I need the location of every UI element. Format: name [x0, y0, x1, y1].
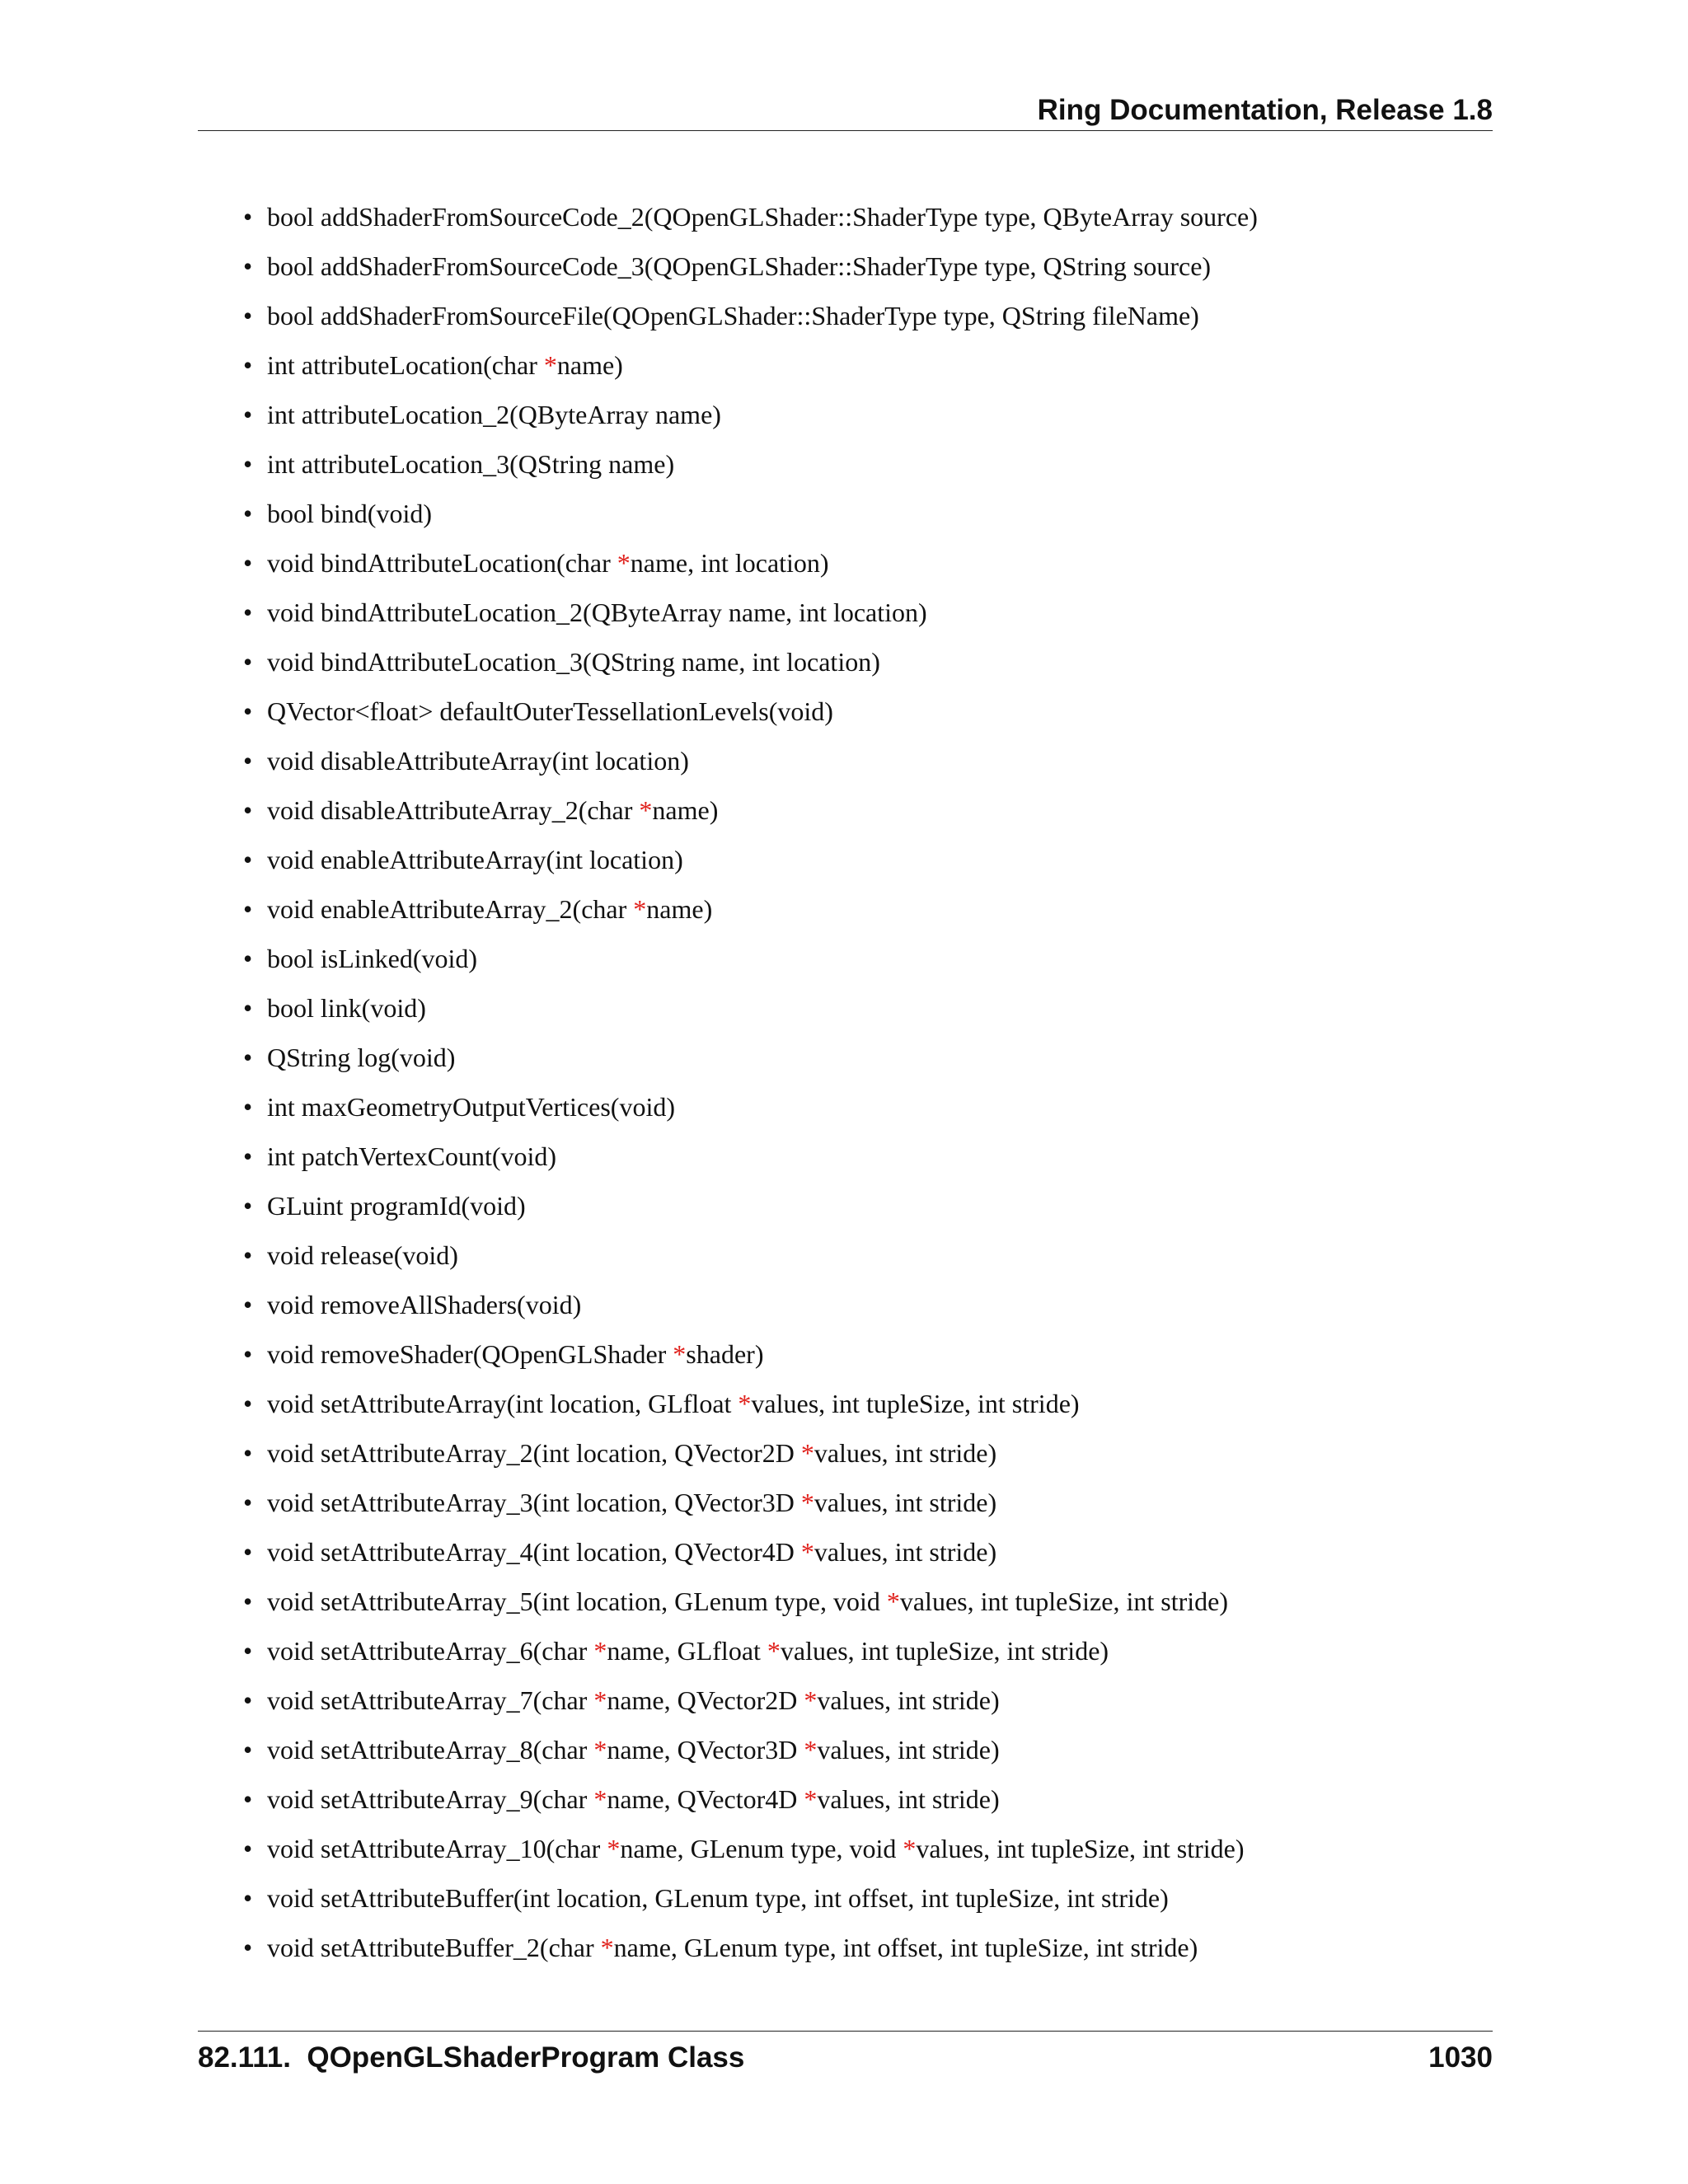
- bullet-icon: •: [243, 1784, 253, 1814]
- list-item: [243, 691, 1479, 741]
- method-signature: void release(void): [267, 1240, 458, 1270]
- method-signature: void disableAttributeArray_2(char *name): [267, 795, 719, 825]
- method-signature: void bindAttributeLocation(char *name, int location): [267, 548, 829, 578]
- method-signature: void setAttributeArray_7(char *name, QVector2D *values, int stride): [267, 1685, 1000, 1715]
- method-signature: bool isLinked(void): [267, 944, 478, 973]
- method-list: [243, 197, 1479, 1977]
- bullet-icon: •: [243, 894, 253, 924]
- pointer-asterisk: *: [903, 1834, 917, 1863]
- pointer-asterisk: *: [738, 1389, 752, 1418]
- method-signature: void disableAttributeArray(int location): [267, 746, 689, 776]
- method-signature: int attributeLocation_2(QByteArray name): [267, 400, 721, 429]
- method-signature: void setAttributeBuffer_2(char *name, GLenum type, int offset, int tupleSize, int stride): [267, 1933, 1198, 1962]
- bullet-icon: •: [243, 202, 253, 232]
- pointer-asterisk: *: [804, 1735, 818, 1765]
- pointer-asterisk: *: [607, 1834, 621, 1863]
- pointer-asterisk: *: [767, 1636, 781, 1666]
- method-signature: void setAttributeBuffer(int location, GLenum type, int offset, int tupleSize, int stride): [267, 1883, 1169, 1913]
- method-signature: QVector<float> defaultOuterTessellationLevels(void): [267, 696, 833, 726]
- pointer-asterisk: *: [593, 1784, 607, 1814]
- pointer-asterisk: *: [543, 350, 557, 380]
- list-item: [243, 642, 1479, 691]
- bullet-icon: •: [243, 548, 253, 578]
- list-item: [243, 1582, 1479, 1631]
- list-item: [243, 1829, 1479, 1878]
- bullet-icon: •: [243, 1883, 253, 1913]
- method-signature: void setAttributeArray_6(char *name, GLfloat *values, int tupleSize, int stride): [267, 1636, 1109, 1666]
- list-item: [243, 296, 1479, 345]
- bullet-icon: •: [243, 598, 253, 627]
- pointer-asterisk: *: [593, 1685, 607, 1715]
- method-signature: void setAttributeArray(int location, GLfloat *values, int tupleSize, int stride): [267, 1389, 1080, 1418]
- pointer-asterisk: *: [593, 1636, 607, 1666]
- bullet-icon: •: [243, 746, 253, 776]
- pointer-asterisk: *: [673, 1339, 687, 1369]
- bullet-icon: •: [243, 1290, 253, 1319]
- bullet-icon: •: [243, 1438, 253, 1468]
- method-signature: void removeAllShaders(void): [267, 1290, 582, 1319]
- header-rule: [198, 130, 1493, 131]
- bullet-icon: •: [243, 647, 253, 677]
- list-item: [243, 1779, 1479, 1829]
- list-item: [243, 1334, 1479, 1384]
- bullet-icon: •: [243, 1834, 253, 1863]
- bullet-icon: •: [243, 1043, 253, 1072]
- list-item: [243, 1878, 1479, 1928]
- list-item: [243, 1680, 1479, 1730]
- bullet-icon: •: [243, 1092, 253, 1122]
- pointer-asterisk: *: [800, 1488, 814, 1517]
- list-item: [243, 395, 1479, 444]
- bullet-icon: •: [243, 1488, 253, 1517]
- method-signature: void enableAttributeArray_2(char *name): [267, 894, 713, 924]
- bullet-icon: •: [243, 845, 253, 874]
- method-signature: void enableAttributeArray(int location): [267, 845, 683, 874]
- list-item: [243, 741, 1479, 790]
- bullet-icon: •: [243, 1685, 253, 1715]
- method-signature: void setAttributeArray_9(char *name, QVector4D *values, int stride): [267, 1784, 1000, 1814]
- pointer-asterisk: *: [804, 1784, 818, 1814]
- method-signature: QString log(void): [267, 1043, 456, 1072]
- method-signature: void setAttributeArray_8(char *name, QVector3D *values, int stride): [267, 1735, 1000, 1765]
- method-signature: bool bind(void): [267, 499, 432, 528]
- pointer-asterisk: *: [886, 1586, 900, 1616]
- bullet-icon: •: [243, 1537, 253, 1567]
- method-signature: bool addShaderFromSourceCode_2(QOpenGLShader::ShaderType type, QByteArray source): [267, 202, 1258, 232]
- bullet-icon: •: [243, 1933, 253, 1962]
- bullet-icon: •: [243, 795, 253, 825]
- list-item: [243, 1631, 1479, 1680]
- list-item: [243, 1087, 1479, 1137]
- bullet-icon: •: [243, 1389, 253, 1418]
- method-signature: void setAttributeArray_2(int location, QVector2D *values, int stride): [267, 1438, 997, 1468]
- list-item: [243, 1730, 1479, 1779]
- footer-rule: [198, 2031, 1493, 2032]
- list-item: [243, 1433, 1479, 1483]
- bullet-icon: •: [243, 449, 253, 479]
- pointer-asterisk: *: [617, 548, 631, 578]
- method-signature: void setAttributeArray_5(int location, GLenum type, void *values, int tupleSize, int stride): [267, 1586, 1228, 1616]
- pointer-asterisk: *: [593, 1735, 607, 1765]
- list-item: [243, 1483, 1479, 1532]
- list-item: [243, 1928, 1479, 1977]
- list-item: [243, 889, 1479, 939]
- bullet-icon: •: [243, 1191, 253, 1221]
- method-signature: int attributeLocation(char *name): [267, 350, 623, 380]
- bullet-icon: •: [243, 1586, 253, 1616]
- list-item: [243, 197, 1479, 246]
- list-item: [243, 939, 1479, 988]
- list-item: [243, 345, 1479, 395]
- bullet-icon: •: [243, 944, 253, 973]
- bullet-icon: •: [243, 993, 253, 1023]
- pointer-asterisk: *: [800, 1537, 814, 1567]
- list-item: [243, 593, 1479, 642]
- bullet-icon: •: [243, 499, 253, 528]
- list-item: [243, 444, 1479, 494]
- method-signature: bool addShaderFromSourceCode_3(QOpenGLShader::ShaderType type, QString source): [267, 251, 1212, 281]
- bullet-icon: •: [243, 1636, 253, 1666]
- list-item: [243, 543, 1479, 593]
- method-signature: void removeShader(QOpenGLShader *shader): [267, 1339, 764, 1369]
- bullet-icon: •: [243, 1735, 253, 1765]
- method-signature: bool addShaderFromSourceFile(QOpenGLShader::ShaderType type, QString fileName): [267, 301, 1199, 330]
- footer-section-title: 82.111. QOpenGLShaderProgram Class: [198, 2041, 745, 2074]
- page-number: 1030: [1428, 2041, 1493, 2074]
- list-item: [243, 1137, 1479, 1186]
- list-item: [243, 1186, 1479, 1235]
- method-signature: int patchVertexCount(void): [267, 1141, 557, 1171]
- method-signature: void bindAttributeLocation_3(QString name, int location): [267, 647, 880, 677]
- bullet-icon: •: [243, 1339, 253, 1369]
- list-item: [243, 1532, 1479, 1582]
- method-signature: void setAttributeArray_3(int location, QVector3D *values, int stride): [267, 1488, 997, 1517]
- list-item: [243, 1038, 1479, 1087]
- pointer-asterisk: *: [804, 1685, 818, 1715]
- method-signature: int maxGeometryOutputVertices(void): [267, 1092, 675, 1122]
- pointer-asterisk: *: [639, 795, 653, 825]
- method-signature: int attributeLocation_3(QString name): [267, 449, 675, 479]
- running-header-title: Ring Documentation, Release 1.8: [1037, 94, 1493, 126]
- bullet-icon: •: [243, 1141, 253, 1171]
- bullet-icon: •: [243, 251, 253, 281]
- list-item: [243, 840, 1479, 889]
- pointer-asterisk: *: [800, 1438, 814, 1468]
- list-item: [243, 246, 1479, 296]
- list-item: [243, 494, 1479, 543]
- list-item: [243, 988, 1479, 1038]
- bullet-icon: •: [243, 400, 253, 429]
- method-signature: GLuint programId(void): [267, 1191, 526, 1221]
- list-item: [243, 790, 1479, 840]
- pointer-asterisk: *: [600, 1933, 614, 1962]
- bullet-icon: •: [243, 350, 253, 380]
- bullet-icon: •: [243, 301, 253, 330]
- list-item: [243, 1285, 1479, 1334]
- method-signature: void bindAttributeLocation_2(QByteArray name, int location): [267, 598, 927, 627]
- method-signature: bool link(void): [267, 993, 426, 1023]
- bullet-icon: •: [243, 1240, 253, 1270]
- method-signature: void setAttributeArray_10(char *name, GLenum type, void *values, int tupleSize, int stride): [267, 1834, 1245, 1863]
- list-item: [243, 1235, 1479, 1285]
- method-signature: void setAttributeArray_4(int location, QVector4D *values, int stride): [267, 1537, 997, 1567]
- list-item: [243, 1384, 1479, 1433]
- pointer-asterisk: *: [633, 894, 647, 924]
- bullet-icon: •: [243, 696, 253, 726]
